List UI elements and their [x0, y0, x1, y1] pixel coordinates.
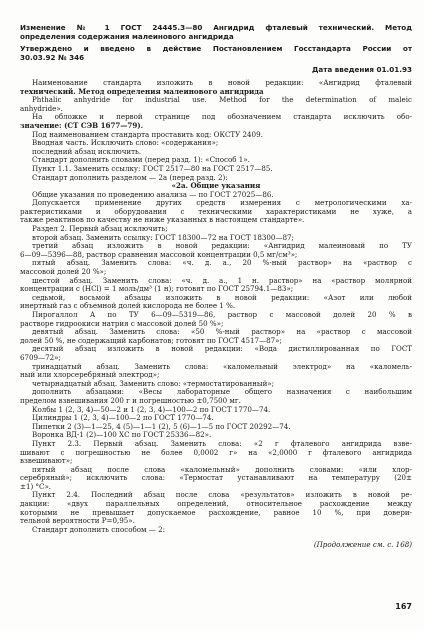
body-line: шестой абзац. Заменить слова: «ч. д. а., 1 н. раствор» на «раствор молярной [32, 276, 412, 285]
body-line: ный или хлорсеребряный электрод»; [20, 371, 160, 380]
body-line: значение: (СТ СЭВ 1677—79). [20, 121, 144, 130]
body-line: четырнадцатый абзац. Заменить слово: «термостатированный»; [32, 379, 275, 388]
body-line: последний абзац исключить. [32, 147, 142, 156]
body-line: Пирогаллол А по ТУ 6—09—5319—86, раствор с массовой долей 20 % в [32, 311, 412, 319]
body-line: Под наименованием стандарта проставить код: ОКСТУ 2409. [32, 130, 263, 139]
body-line: Пункт 2.3. Первый абзац. Заменить слова: «2 г фталевого ангидрида взве- [32, 439, 412, 448]
body-line: Стандарт дополнить словами (перед разд. 1): «Способ 1». [32, 156, 250, 165]
body-line: долей 50 %, не содержащий карбонатов; готовят по ГОСТ 4517—87»; [20, 336, 282, 345]
body-line: массовой долей 20 %»; [20, 268, 107, 277]
body-line: серебряный»; исключить слова: «Термостат устанавливают на температуру (20± [20, 474, 412, 483]
approval-line-1: Утверждено и введено в действие Постановлением Госстандарта России от [20, 45, 412, 54]
body-line: ±1) °С». [20, 482, 52, 491]
body-line: Общие указания по проведению анализа — по ГОСТ 27025—86. [32, 190, 274, 199]
body-line: Стандарт дополнить разделом — 2а (перед разд. 2): [32, 173, 228, 182]
approval-line-2: 30.03.92 № 346 [20, 53, 85, 62]
body-line: Пипетки 2 (3)—1—25, 4 (5)—1—1 (2), 5 (6)—1—5 по ГОСТ 20292—74. [32, 422, 291, 431]
body-line: 6709—72»; [20, 353, 61, 362]
body-line: которыми не превышает допускаемое расхождение, равное 10 %, при довери- [20, 508, 412, 517]
body-line: тельной вероятности Р=0,95». [20, 517, 135, 526]
body-line: дакции: «двух параллельных определений, относительное расхождение между [20, 500, 412, 509]
body-line: технический. Метод определения малеинового ангидрида [20, 87, 264, 96]
body-line: рактеристиками и оборудования с техническими характеристиками не хуже, а [20, 207, 412, 216]
body-line: взвешивают»; [20, 457, 73, 466]
body-line: Раздел 2. Первый абзац исключить; [32, 225, 168, 234]
body-line: дополнить абзацами: «Весы лабораторные общего назначения с наибольшим [32, 388, 412, 397]
effective-date: Дата введения 01.01.93 [311, 66, 412, 75]
body-line: anhydride». [20, 104, 63, 113]
body-line: Цилиндры 1 (2, 3, 4)—100—2 по ГОСТ 1770—74. [32, 414, 214, 423]
body-line: пятый абзац. Заменить слова: «ч. д. а., 20 %-ный раствор» на «раствор с [32, 259, 412, 268]
page-number: 167 [395, 602, 412, 612]
body-line: Наименование стандарта изложить в новой редакции: «Ангидрид фталевый [32, 78, 412, 87]
body-line: концентрации с (HCl) = 1 моль/дм³ (1 н); готовят по ГОСТ 25794.1—83»; [20, 285, 294, 294]
body-line: Допускается применение других средств измерения с метрологическими ха- [32, 199, 412, 208]
section-heading: «2а. Общие указания [171, 182, 261, 191]
body-line: третий абзац изложить в новой редакции: «Ангидрид малеиновый по ТУ [32, 242, 412, 251]
body-line: растворе гидроокиси натрия с массовой долей 50 %»; [20, 319, 224, 328]
continuation-note: (Продолжение см. с. 168) [313, 541, 412, 550]
body-line: На обложке и первой странице под обозначением стандарта исключить обо- [32, 113, 412, 122]
body-line: пятый абзац после слова «каломельный» дополнить словами: «или хлор- [32, 465, 412, 474]
amendment-title-line-1: Изменение № 1 ГОСТ 24445.3—80 Ангидрид фталевый технический. Метод [20, 24, 412, 32]
body-line: Пункт 1.1. Заменить ссылку: ГОСТ 2517—80 на ГОСТ 2517—85. [32, 164, 273, 173]
body-line: Вводная часть. Исключить слово: «содержания»; [32, 139, 219, 148]
body-line: Стандарт дополнить способом — 2: [32, 525, 166, 534]
body-line: десятый абзац изложить в новой редакции: «Вода дистиллированная по ГОСТ [32, 345, 412, 354]
body-line: 6—09—5396—88, раствор сравнения массовой концентрации 0,5 мг/см³»; [20, 250, 298, 259]
body-line: также реактивов по качеству не ниже указанных в настоящем стандарте». [20, 216, 305, 225]
body-line: инертный газ с объемной долей кислорода не более 1 %. [20, 302, 236, 311]
body-line: второй абзац. Заменить ссылку: ГОСТ 18300—72 на ГОСТ 18300—87; [32, 233, 294, 242]
body-line: Колбы 1 (2, 3, 4)—50—2 и 1 (2, 3, 4)—100—2 по ГОСТ 1770—74. [32, 405, 271, 414]
body-line: седьмой, восьмой абзацы изложить в новой редакции: «Азот или любой [32, 293, 412, 302]
body-line: Пункт 2.4. Последний абзац после слова «результатов» изложить в новой ре- [32, 491, 412, 500]
body-line: пределом взвешивания 200 г и погрешностью ±0,7500 мг. [20, 396, 241, 405]
body-line: шивают с погрешностью не более 0,0002 г» на «2,0000 г фталевого ангидрида [20, 448, 412, 457]
body-line: девятый абзац. Заменить слова: «50 %-ный раствор» на «раствор с массовой [32, 328, 412, 337]
body-line: Воронка ВД-1 (2)—100 ХС по ГОСТ 25336—82». [32, 431, 212, 440]
body-line: тринадцатый абзац. Заменить слова: «каломельный электрод» на «каломель- [32, 362, 412, 371]
body-line: Phthalic anhydride for industrial use. Method for the determination of maleic [32, 96, 412, 105]
amendment-title-line-2: определения содержания малеинового ангидрида [20, 32, 234, 41]
